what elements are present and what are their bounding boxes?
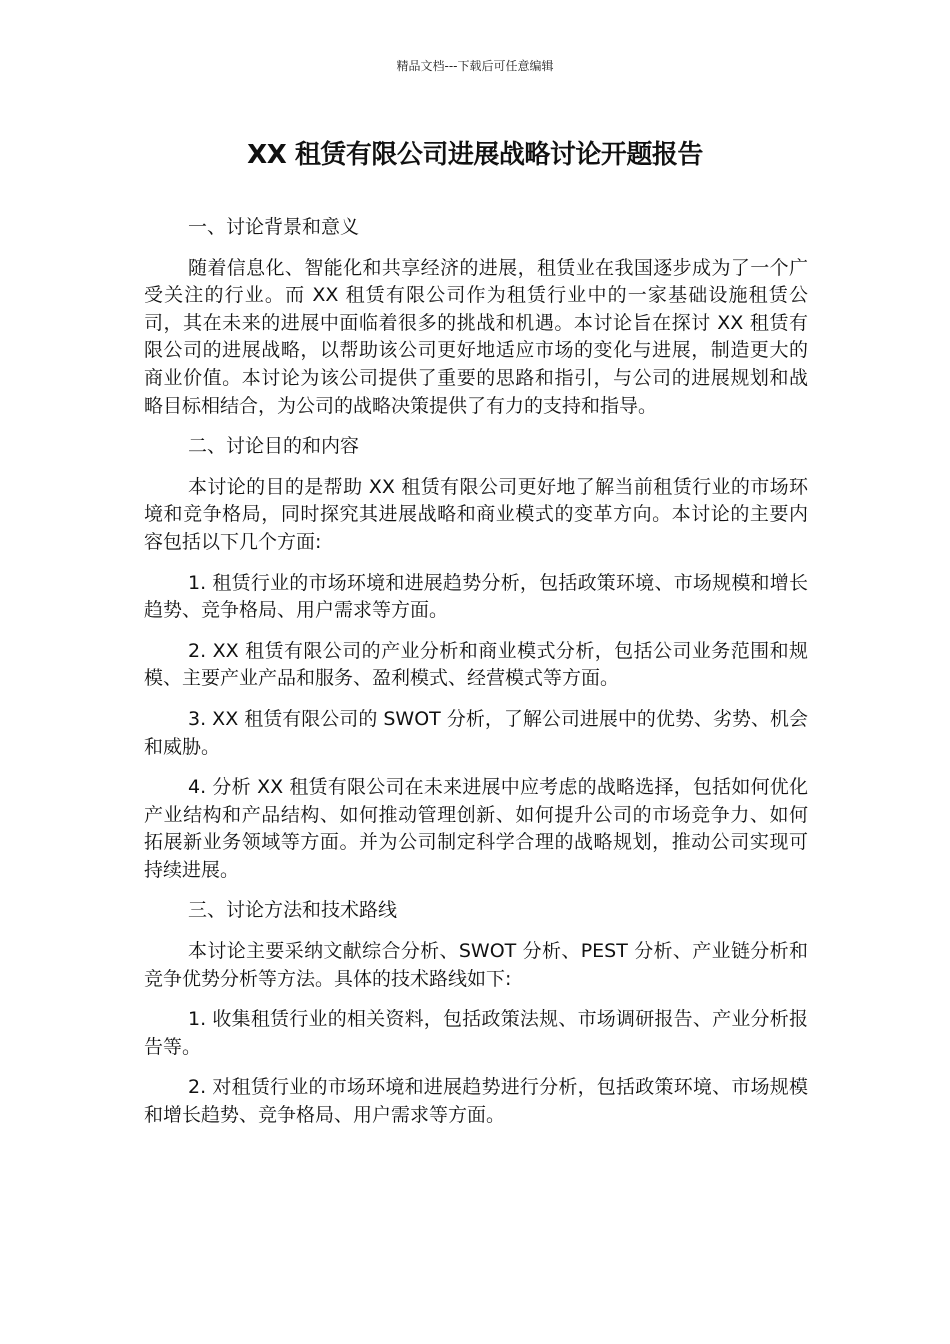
list-item-content-4: 4. 分析 XX 租赁有限公司在未来进展中应考虑的战略选择，包括如何优化产业结构和产品结构、如何推动管理创新、如何提升公司的市场竞争力、如何拓展新业务领域等方面。并为公司制定科学合理的战略规划，推动公司实现可持续进展。 bbox=[144, 776, 808, 881]
paragraph-method: 本讨论主要采纳文献综合分析、SWOT 分析、PEST 分析、产业链分析和竞争优势分析等方法。具体的技术路线如下: bbox=[144, 940, 808, 990]
header-note: 精品文档---下载后可任意编辑 bbox=[396, 59, 554, 73]
document-title: XX 租赁有限公司进展战略讨论开题报告 bbox=[247, 140, 703, 170]
document-body bbox=[144, 214, 808, 1143]
list-item-route-2: 2. 对租赁行业的市场环境和进展趋势进行分析，包括政策环境、市场规模和增长趋势、竞争格局、用户需求等方面。 bbox=[144, 1076, 808, 1127]
section-heading-background: 一、讨论背景和意义 bbox=[188, 216, 360, 238]
section-heading-method: 三、讨论方法和技术路线 bbox=[188, 899, 398, 922]
list-item-content-3: 3. XX 租赁有限公司的 SWOT 分析，了解公司进展中的优势、劣势、机会和威胁。 bbox=[144, 707, 808, 758]
paragraph-background: 随着信息化、智能化和共享经济的进展，租赁业在我国逐步成为了一个广受关注的行业。而 XX 租赁有限公司作为租赁行业中的一家基础设施租赁公司，其在未来的进展中面临着很多的挑战和机遇。本讨论旨在探讨 XX 租赁有限公司的进展战略，以帮助该公司更好地适应市场的变化与进展，制造更大的商业价值。本讨论为该公司提供了重要的思路和指引，与公司的进展规划和战略目标相结合，为公司的战略决策提供了有力的支持和指导。 bbox=[144, 256, 808, 417]
list-item-content-2: 2. XX 租赁有限公司的产业分析和商业模式分析，包括公司业务范围和规模、主要产业产品和服务、盈利模式、经营模式等方面。 bbox=[144, 639, 808, 690]
paragraph-purpose: 本讨论的目的是帮助 XX 租赁有限公司更好地了解当前租赁行业的市场环境和竞争格局，同时探究其进展战略和商业模式的变革方向。本讨论的主要内容包括以下几个方面: bbox=[144, 475, 808, 553]
list-item-content-1: 1. 租赁行业的市场环境和进展趋势分析，包括政策环境、市场规模和增长趋势、竞争格局、用户需求等方面。 bbox=[144, 571, 808, 622]
list-item-route-1: 1. 收集租赁行业的相关资料，包括政策法规、市场调研报告、产业分析报告等。 bbox=[144, 1008, 808, 1058]
section-heading-purpose: 二、讨论目的和内容 bbox=[188, 435, 360, 458]
